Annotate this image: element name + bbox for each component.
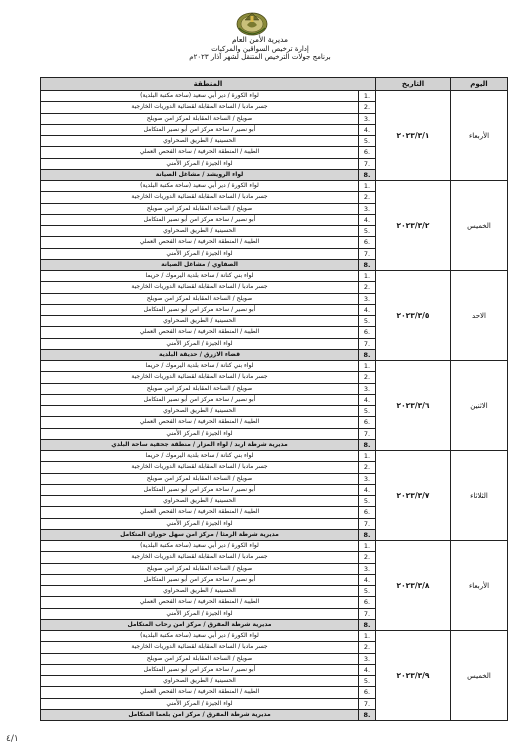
area-cell: صويلح / الساحة المقابلة لمركز امن صويلح [41, 653, 359, 664]
row-number-cell: 5. [359, 496, 376, 507]
row-number-cell: 1. [359, 91, 376, 102]
table-row [41, 271, 508, 282]
area-cell: الطيبة / المنطقة الحرفية / ساحة الفحص العملي [41, 507, 359, 518]
document-header [160, 6, 420, 72]
row-number-cell: 1. [359, 361, 376, 372]
row-number-cell: 4. [359, 664, 376, 675]
row-number-cell: 4. [359, 574, 376, 585]
header-title: مديرية الأمن العام [231, 35, 289, 44]
date-cell: ٢٠٢٣/٣/٥ [376, 271, 451, 361]
row-number-cell: 6. [359, 507, 376, 518]
row-number-cell: 4. [359, 214, 376, 225]
area-cell: الطيبة / المنطقة الحرفية / ساحة الفحص العملي [41, 687, 359, 698]
row-number-cell: 1. [359, 181, 376, 192]
header-department: إدارة ترخيص السواقين والمركبات [211, 45, 309, 53]
area-cell: الطيبة / المنطقة الحرفية / ساحة الفحص العملي [41, 237, 359, 248]
row-number-cell: 2. [359, 552, 376, 563]
row-number-cell: 8. [359, 259, 376, 270]
page-number: ٤/١ [6, 734, 19, 744]
row-number-cell: 3. [359, 293, 376, 304]
row-number-cell: 5. [359, 226, 376, 237]
area-cell: مديرية شرطة المفرق / مركز امن رحاب المتكامل [41, 619, 359, 630]
row-number-cell: 5. [359, 316, 376, 327]
row-number-cell: 1. [359, 541, 376, 552]
area-cell: الطيبة / المنطقة الحرفية / ساحة الفحص العملي [41, 417, 359, 428]
area-cell: جسر مادبا / الساحة المقابلة لقضائية الدوريات الخارجية [41, 192, 359, 203]
day-cell: الأربعاء [451, 91, 508, 181]
column-header-area: المنطقة [41, 78, 376, 91]
row-number-cell: 8. [359, 709, 376, 720]
area-cell: مديرية شرطة اربد / لواء المزار / منطقة جحفية ساحة البلدي [41, 439, 359, 450]
row-number-cell: 3. [359, 113, 376, 124]
row-number-cell: 2. [359, 102, 376, 113]
area-cell: جسر مادبا / الساحة المقابلة لقضائية الدوريات الخارجية [41, 642, 359, 653]
area-cell: جسر مادبا / الساحة المقابلة لقضائية الدوريات الخارجية [41, 462, 359, 473]
area-cell: لواء بني كنانة / ساحة بلدية اليرموك / حريما [41, 271, 359, 282]
column-header-day: اليوم [451, 78, 508, 91]
area-cell: أبو نصير / ساحة مركز امن أبو نصير المتكامل [41, 124, 359, 135]
area-cell: لواء بني كنانة / ساحة بلدية اليرموك / حريما [41, 361, 359, 372]
area-cell: قضاء الازرق / حديقة البلدية [41, 349, 359, 360]
row-number-cell: 7. [359, 248, 376, 259]
area-cell: لواء الجيزة / المركز الأمني [41, 248, 359, 259]
area-cell: الطيبة / المنطقة الحرفية / ساحة الفحص العملي [41, 597, 359, 608]
area-cell: لواء الجيزة / المركز الأمني [41, 698, 359, 709]
area-cell: الحسينية / الطريق الصحراوي [41, 136, 359, 147]
area-cell: صويلح / الساحة المقابلة لمركز امن صويلح [41, 293, 359, 304]
date-cell: ٢٠٢٣/٣/٦ [376, 361, 451, 451]
row-number-cell: 2. [359, 192, 376, 203]
area-cell: جسر مادبا / الساحة المقابلة لقضائية الدوريات الخارجية [41, 102, 359, 113]
area-cell: لواء بني كنانة / ساحة بلدية اليرموك / حريما [41, 451, 359, 462]
row-number-cell: 4. [359, 394, 376, 405]
area-cell: الصفاوي / مشاغل الصيانة [41, 259, 359, 270]
area-cell: مديرية شرطة الرمثا / مركز امن سهل حوران المتكامل [41, 529, 359, 540]
row-number-cell: 1. [359, 451, 376, 462]
row-number-cell: 7. [359, 158, 376, 169]
schedule-table [40, 77, 508, 721]
area-cell: أبو نصير / ساحة مركز امن أبو نصير المتكامل [41, 304, 359, 315]
area-cell: صويلح / الساحة المقابلة لمركز امن صويلح [41, 113, 359, 124]
row-number-cell: 6. [359, 147, 376, 158]
row-number-cell: 1. [359, 271, 376, 282]
row-number-cell: 6. [359, 597, 376, 608]
area-cell: صويلح / الساحة المقابلة لمركز امن صويلح [41, 383, 359, 394]
row-number-cell: 5. [359, 676, 376, 687]
row-number-cell: 6. [359, 417, 376, 428]
row-number-cell: 4. [359, 484, 376, 495]
area-cell: أبو نصير / ساحة مركز امن أبو نصير المتكامل [41, 484, 359, 495]
area-cell: لواء الرويشد / مشاغل الصيانة [41, 169, 359, 180]
row-number-cell: 3. [359, 203, 376, 214]
row-number-cell: 3. [359, 653, 376, 664]
date-cell: ٢٠٢٣/٣/٨ [376, 541, 451, 631]
row-number-cell: 8. [359, 169, 376, 180]
area-cell: لواء الجيزة / المركز الأمني [41, 338, 359, 349]
date-cell: ٢٠٢٣/٣/١ [376, 91, 451, 181]
area-cell: جسر مادبا / الساحة المقابلة لقضائية الدوريات الخارجية [41, 372, 359, 383]
area-cell: لواء الجيزة / المركز الأمني [41, 608, 359, 619]
day-cell: الاحد [451, 271, 508, 361]
day-cell: الخميس [451, 181, 508, 271]
area-cell: لواء الكورة / دير أبي سعيد (ساحة مكتبة البلدية) [41, 181, 359, 192]
area-cell: أبو نصير / ساحة مركز امن أبو نصير المتكامل [41, 664, 359, 675]
area-cell: مديرية شرطة المفرق / مركز امن بلعما المتكامل [41, 709, 359, 720]
row-number-cell: 3. [359, 383, 376, 394]
table-row [41, 631, 508, 642]
area-cell: لواء الكورة / دير أبي سعيد (ساحة مكتبة البلدية) [41, 91, 359, 102]
column-header-date: التاريخ [376, 78, 451, 91]
day-cell: الخميس [451, 631, 508, 721]
area-cell: الحسينية / الطريق الصحراوي [41, 586, 359, 597]
area-cell: جسر مادبا / الساحة المقابلة لقضائية الدوريات الخارجية [41, 282, 359, 293]
table-row [41, 91, 508, 102]
area-cell: الطيبة / المنطقة الحرفية / ساحة الفحص العملي [41, 327, 359, 338]
area-cell: الحسينية / الطريق الصحراوي [41, 226, 359, 237]
row-number-cell: 2. [359, 372, 376, 383]
area-cell: أبو نصير / ساحة مركز امن أبو نصير المتكامل [41, 574, 359, 585]
area-cell: لواء الجيزة / المركز الأمني [41, 428, 359, 439]
date-cell: ٢٠٢٣/٣/٢ [376, 181, 451, 271]
table-row [41, 541, 508, 552]
area-cell: لواء الجيزة / المركز الأمني [41, 158, 359, 169]
row-number-cell: 2. [359, 282, 376, 293]
row-number-cell: 1. [359, 631, 376, 642]
area-cell: لواء الجيزة / المركز الأمني [41, 518, 359, 529]
public-security-emblem-icon [235, 8, 269, 36]
area-cell: صويلح / الساحة المقابلة لمركز امن صويلح [41, 203, 359, 214]
area-cell: لواء الكورة / دير أبي سعيد (ساحة مكتبة البلدية) [41, 541, 359, 552]
day-cell: الأربعاء [451, 541, 508, 631]
row-number-cell: 2. [359, 642, 376, 653]
area-cell: الطيبة / المنطقة الحرفية / ساحة الفحص العملي [41, 147, 359, 158]
row-number-cell: 5. [359, 136, 376, 147]
header-program-title: برنامج جولات الترخيص المتنقل لشهر آذار ٢٠٢٣م [189, 53, 331, 61]
row-number-cell: 5. [359, 586, 376, 597]
row-number-cell: 7. [359, 428, 376, 439]
table-row [41, 361, 508, 372]
area-cell: أبو نصير / ساحة مركز امن أبو نصير المتكامل [41, 214, 359, 225]
date-cell: ٢٠٢٣/٣/٩ [376, 631, 451, 721]
row-number-cell: 7. [359, 608, 376, 619]
schedule-body [41, 91, 508, 721]
row-number-cell: 6. [359, 327, 376, 338]
row-number-cell: 4. [359, 304, 376, 315]
row-number-cell: 8. [359, 439, 376, 450]
row-number-cell: 8. [359, 619, 376, 630]
row-number-cell: 6. [359, 237, 376, 248]
area-cell: صويلح / الساحة المقابلة لمركز امن صويلح [41, 473, 359, 484]
table-row [41, 181, 508, 192]
row-number-cell: 8. [359, 529, 376, 540]
row-number-cell: 3. [359, 473, 376, 484]
row-number-cell: 4. [359, 124, 376, 135]
table-row [41, 451, 508, 462]
area-cell: أبو نصير / ساحة مركز امن أبو نصير المتكامل [41, 394, 359, 405]
day-cell: الاثنين [451, 361, 508, 451]
table-header-row [41, 78, 508, 91]
row-number-cell: 7. [359, 338, 376, 349]
row-number-cell: 3. [359, 563, 376, 574]
area-cell: الحسينية / الطريق الصحراوي [41, 406, 359, 417]
row-number-cell: 7. [359, 698, 376, 709]
area-cell: الحسينية / الطريق الصحراوي [41, 676, 359, 687]
area-cell: الحسينية / الطريق الصحراوي [41, 316, 359, 327]
area-cell: جسر مادبا / الساحة المقابلة لقضائية الدوريات الخارجية [41, 552, 359, 563]
area-cell: لواء الكورة / دير أبي سعيد (ساحة مكتبة البلدية) [41, 631, 359, 642]
area-cell: صويلح / الساحة المقابلة لمركز امن صويلح [41, 563, 359, 574]
date-cell: ٢٠٢٣/٣/٧ [376, 451, 451, 541]
row-number-cell: 2. [359, 462, 376, 473]
row-number-cell: 5. [359, 406, 376, 417]
row-number-cell: 8. [359, 349, 376, 360]
day-cell: الثلاثاء [451, 451, 508, 541]
row-number-cell: 6. [359, 687, 376, 698]
row-number-cell: 7. [359, 518, 376, 529]
area-cell: الحسينية / الطريق الصحراوي [41, 496, 359, 507]
